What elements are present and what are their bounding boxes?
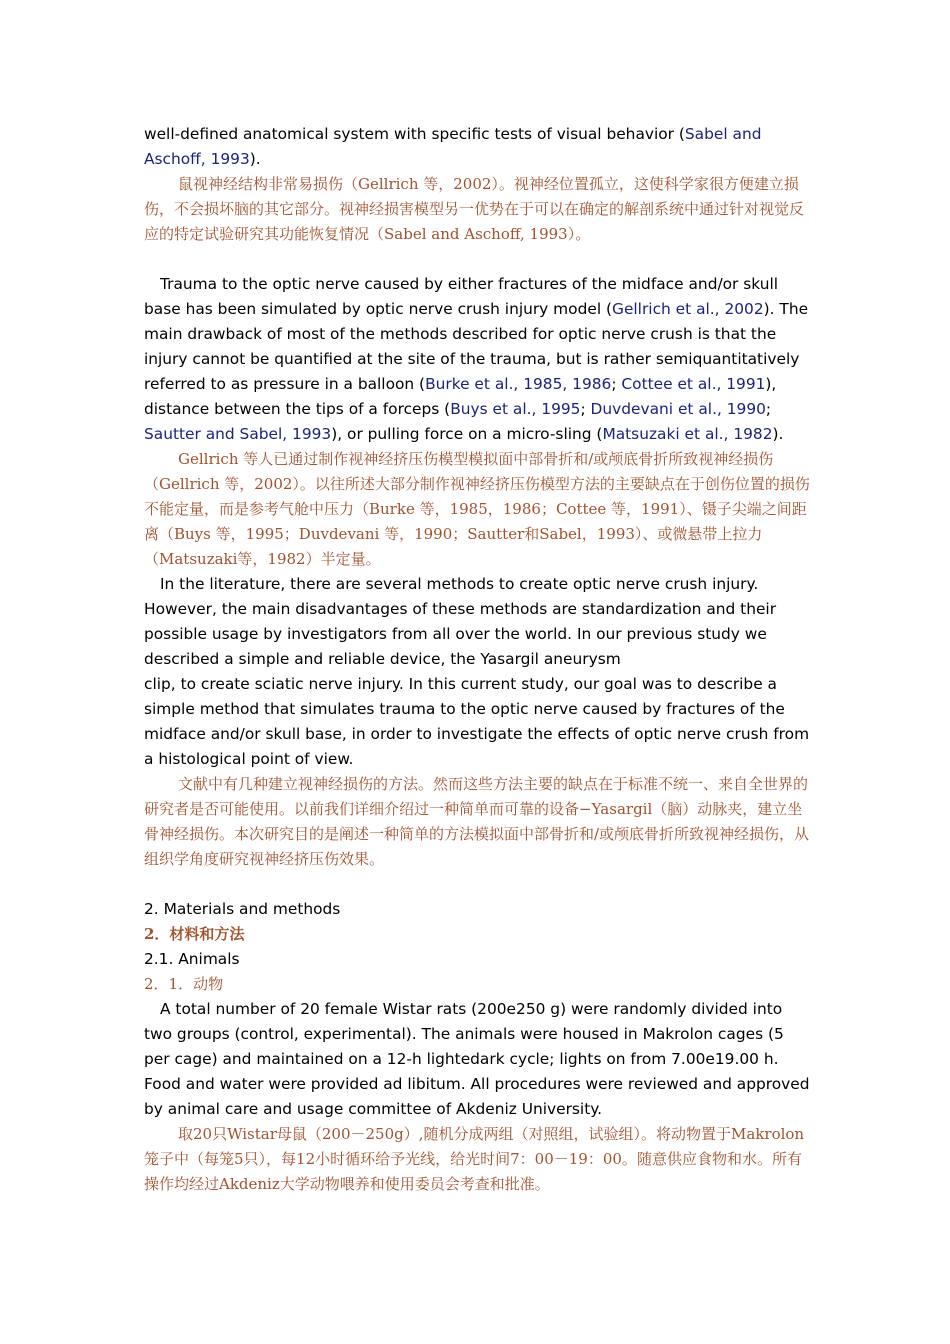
chinese-translation-2: Gellrich 等人已通过制作视神经挤压伤模型模拟面中部骨折和/或颅底骨折所致视神经损伤（Gellrich 等，2002）。以往所述大部分制作视神经挤压伤模型方法的主要缺点在于创伤位置的损伤不能定量，而是参考气舱中压力（Burke 等，1985，1986；Cottee 等，1991）、镊子尖端之间距离（Buys 等，1995；Duvdevani 等，1990；Sautter和Sabel，1993）、或微悬带上拉力（Matsuzaki等，1982）半定量。	[144, 450, 810, 568]
chinese-translation-1: 鼠视神经结构非常易损伤（Gellrich 等，2002）。视神经位置孤立，这使科学家很方便建立损伤，不会损坏脑的其它部分。视神经损害模型另一优势在于可以在确定的解剖系统中通过针对视觉反应的特定试验研究其功能恢复情况（Sabel and Aschoff, 1993）。	[144, 175, 805, 243]
citation-link[interactable]: Burke et al., 1985, 1986	[425, 375, 612, 393]
text: well-defined anatomical system with specific tests of visual behavior (	[144, 125, 685, 143]
paragraph-intro-end	[144, 122, 810, 172]
text: ).	[772, 425, 784, 443]
text: Trauma to the optic nerve caused by either fractures of the midface and/or skull base has been simulated by optic nerve crush injury model (	[144, 275, 779, 318]
text: ), distance between the tips of a forceps (	[144, 375, 777, 418]
text: ). The main drawback of most of the methods described for optic nerve crush is that the injury cannot be quantified at the site of the trauma, but is rather semiquantitatively referred to as pressure in a balloon (	[144, 300, 809, 393]
chinese-translation-3: 文献中有几种建立视神经损伤的方法。然而这些方法主要的缺点在于标准不统一、来自全世界的研究者是否可能使用。以前我们详细介绍过一种简单而可靠的设备−Yasargil（脑）动脉夹，建立坐骨神经损伤。本次研究目的是阐述一种简单的方法模拟面中部骨折和/或颅底骨折所致视神经损伤，从组织学角度研究视神经挤压伤效果。	[144, 775, 810, 868]
document-page	[144, 122, 810, 1197]
paragraph-literature-a: In the literature, there are several methods to create optic nerve crush injury. However, the main disadvantages of these methods are standardization and their possible usage by investigators from all over the world. In our previous study we described a simple and reliable device, the Yasargil aneurysm	[144, 575, 777, 668]
paragraph-literature-b: clip, to create sciatic nerve injury. In this current study, our goal was to describe a simple method that simulates trauma to the optic nerve caused by fractures of the midface and/or skull base, in order to investigate the effects of optic nerve crush from a histological point of view.	[144, 675, 810, 768]
text: ;	[611, 375, 622, 393]
text: ), or pulling force on a micro-sling (	[331, 425, 603, 443]
spacer	[144, 247, 810, 272]
text: ;	[580, 400, 591, 418]
subsection-heading-zh: 2．1．动物	[144, 975, 224, 993]
citation-link[interactable]: Buys et al., 1995	[450, 400, 581, 418]
section-heading-en: 2. Materials and methods	[144, 900, 341, 918]
citation-link[interactable]: Matsuzaki et al., 1982	[602, 425, 773, 443]
subsection-heading-en: 2.1. Animals	[144, 950, 240, 968]
text: ).	[249, 150, 261, 168]
citation-link[interactable]: Sabel and Aschoff, 1993	[144, 125, 762, 168]
chinese-translation-4: 取20只Wistar母鼠（200－250g）,随机分成两组（对照组，试验组）。将动物置于Makrolon笼子中（每笼5只），每12小时循环给予光线，给光时间7：00－19：00。随意供应食物和水。所有操作均经过Akdeniz大学动物喂养和使用委员会考查和批准。	[144, 1125, 805, 1193]
citation-link[interactable]: Sautter and Sabel, 1993	[144, 425, 332, 443]
citation-link[interactable]: Gellrich et al., 2002	[612, 300, 764, 318]
citation-link[interactable]: Duvdevani et al., 1990	[590, 400, 766, 418]
citation-link[interactable]: Cottee et al., 1991	[621, 375, 766, 393]
text: ;	[765, 400, 772, 418]
paragraph-trauma	[144, 272, 810, 447]
section-heading-zh: 2．材料和方法	[144, 925, 245, 943]
paragraph-animals: A total number of 20 female Wistar rats (200e250 g) were randomly divided into two groups (control, experimental). The animals were housed in Makrolon cages (5 per cage) and maintained on a 12-h lightedark cycle; lights on from 7.00e19.00 h. Food and water were provided ad libitum. All procedures were reviewed and approved by animal care and usage committee of Akdeniz University.	[144, 1000, 810, 1118]
spacer	[144, 872, 810, 897]
